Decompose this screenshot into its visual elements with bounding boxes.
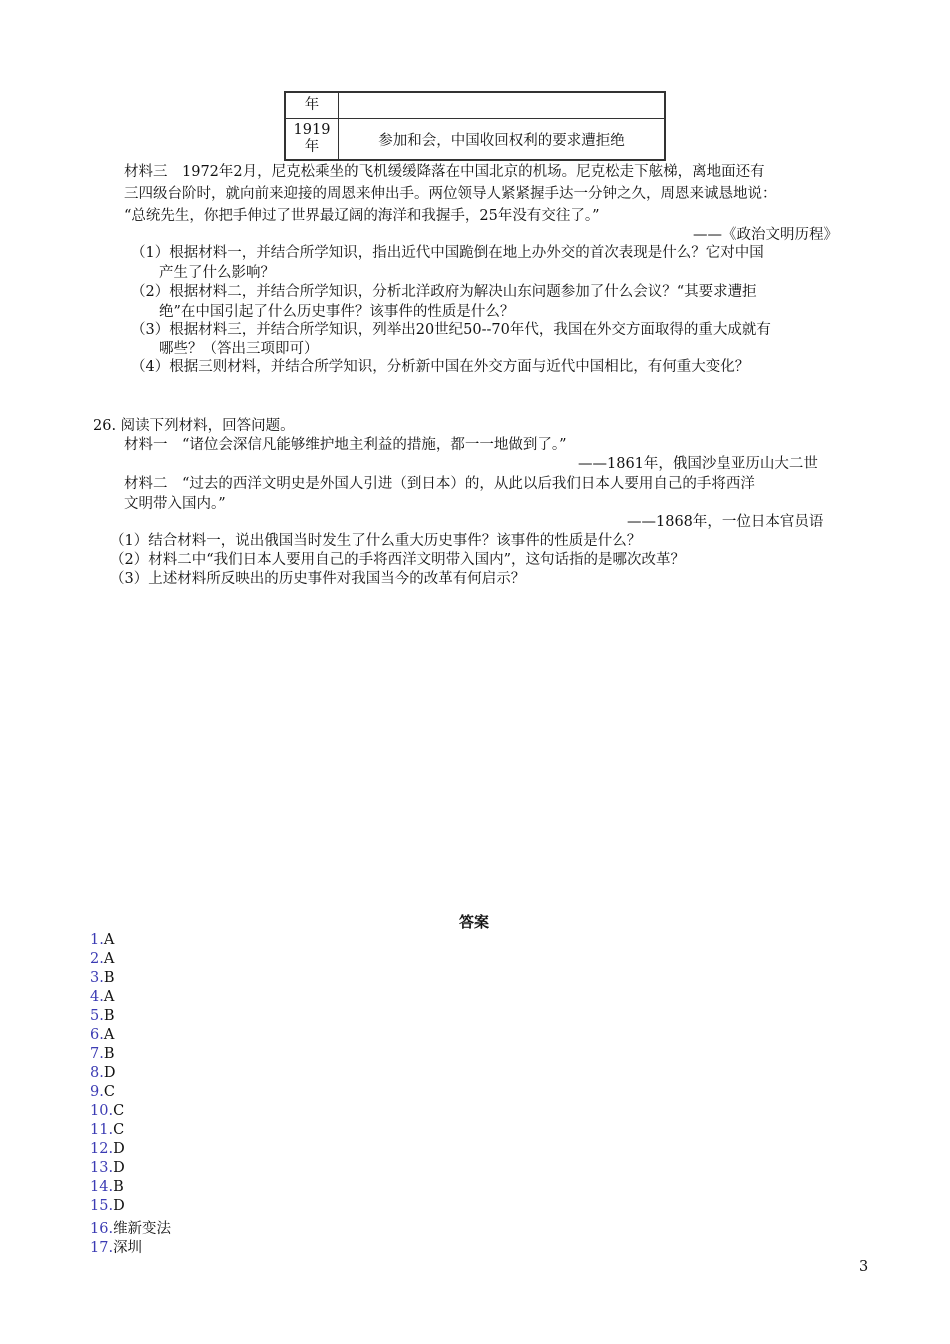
answer-number: 12. xyxy=(90,1141,114,1157)
answer-item xyxy=(90,1008,115,1024)
material2-text: 材料二 “过去的西洋文明史是外国人引进（到日本）的，从此以后我们日本人要用自己的手将西洋 xyxy=(124,476,755,492)
material3-line: 三四级台阶时，就向前来迎接的周恩来伸出手。两位领导人紧紧握手达一分钟之久，周恩来诚恳地说： xyxy=(124,186,777,202)
event-cell: 参加和会，中国收回权利的要求遭拒绝 xyxy=(338,119,665,161)
answer-value: D xyxy=(113,1198,125,1214)
answer-value: B xyxy=(103,1008,115,1024)
year-cell xyxy=(285,119,338,161)
material1-source: ——1861年，俄国沙皇亚历山大二世 xyxy=(578,456,818,472)
question-line: （4）根据三则材料，并结合所学知识，分析新中国在外交方面与近代中国相比，有何重大变化？ xyxy=(131,359,750,375)
question-line: （2）根据材料二，并结合所学知识，分析北洋政府为解决山东问题参加了什么会议？“其要求遭拒 xyxy=(131,284,757,300)
answer-item xyxy=(90,970,115,986)
answer-number: 6. xyxy=(90,1027,104,1043)
answer-number: 9. xyxy=(90,1084,104,1100)
answer-number: 1. xyxy=(90,932,104,948)
answer-number: 10. xyxy=(90,1103,114,1119)
answer-item xyxy=(90,989,114,1005)
answer-value: A xyxy=(103,951,115,967)
answer-number: 16. xyxy=(90,1221,114,1237)
answer-item xyxy=(90,1103,124,1119)
answer-value: D xyxy=(113,1141,125,1157)
answer-value: B xyxy=(113,1179,124,1195)
answer-number: 5. xyxy=(90,1008,104,1024)
answer-item xyxy=(90,1236,142,1257)
answer-item xyxy=(90,1065,115,1081)
answer-item xyxy=(90,932,114,948)
answer-value: D xyxy=(103,1065,116,1081)
material3-line: “总统先生，你把手伸过了世界最辽阔的海洋和我握手，25年没有交往了。” xyxy=(124,208,600,224)
answer-number: 13. xyxy=(90,1160,114,1176)
history-table xyxy=(284,91,666,161)
answer-item xyxy=(90,1141,125,1157)
page-number: 3 xyxy=(859,1259,869,1275)
answer-value: A xyxy=(103,1027,115,1043)
answer-value: C xyxy=(103,1084,115,1100)
answer-value: B xyxy=(103,1046,115,1062)
answer-item xyxy=(90,1179,124,1195)
question-line: （2）材料二中“我们日本人要用自己的手将西洋文明带入国内”，这句话指的是哪次改革？ xyxy=(110,552,686,568)
material1-text: 材料一 “诸位会深信凡能够维护地主利益的措施，都一一地做到了。” xyxy=(124,437,567,453)
material3-line: 材料三 1972年2月，尼克松乘坐的飞机缓缓降落在中国北京的机场。尼克松走下舷梯，离地面还有 xyxy=(124,164,765,180)
question-line: （3）上述材料所反映出的历史事件对我国当今的改革有何启示？ xyxy=(110,571,526,587)
answer-number: 14. xyxy=(90,1179,114,1195)
answer-item xyxy=(90,951,114,967)
answer-value: C xyxy=(113,1103,125,1119)
answer-item xyxy=(90,1160,125,1176)
answer-item xyxy=(90,1027,114,1043)
answer-item xyxy=(90,1217,171,1238)
material2-text: 文明带入国内。” xyxy=(124,496,226,512)
answer-number: 8. xyxy=(90,1065,104,1081)
answer-item xyxy=(90,1084,115,1100)
question-line: 产生了什么影响？ xyxy=(159,265,275,281)
question-line: 绝”在中国引起了什么历史事件？该事件的性质是什么？ xyxy=(159,304,515,320)
question-header: 26. 阅读下列材料，回答问题。 xyxy=(93,418,295,434)
material3-source: ——《政治文明历程》 xyxy=(693,227,838,243)
answer-number: 15. xyxy=(90,1198,114,1214)
table-row xyxy=(285,119,665,161)
answer-value: B xyxy=(103,970,115,986)
event-cell xyxy=(338,92,665,119)
answer-item xyxy=(90,1122,124,1138)
answer-number: 17. xyxy=(90,1240,114,1256)
answer-number: 3. xyxy=(90,970,104,986)
table-row xyxy=(285,92,665,119)
answer-value: C xyxy=(113,1122,125,1138)
year-cell: 年 xyxy=(285,92,338,119)
answer-number: 4. xyxy=(90,989,104,1005)
answer-value: D xyxy=(113,1160,125,1176)
year-number: 1919 xyxy=(293,122,331,138)
answer-item xyxy=(90,1046,115,1062)
answer-number: 11. xyxy=(90,1122,114,1138)
answer-value: 深圳 xyxy=(113,1240,143,1256)
answer-value: A xyxy=(103,932,115,948)
answer-number: 7. xyxy=(90,1046,104,1062)
question-line: （3）根据材料三，并结合所学知识，列举出20世纪50--70年代，我国在外交方面取得的重大成就有 xyxy=(131,322,771,338)
answers-title: 答案 xyxy=(459,913,490,931)
answer-value: 维新变法 xyxy=(113,1221,172,1237)
answer-number: 2. xyxy=(90,951,104,967)
year-unit: 年 xyxy=(304,139,320,155)
question-line: （1）结合材料一，说出俄国当时发生了什么重大历史事件？该事件的性质是什么？ xyxy=(110,533,642,549)
answer-item xyxy=(90,1198,125,1214)
question-line: 哪些？（答出三项即可） xyxy=(159,341,319,357)
material2-source: ——1868年，一位日本官员语 xyxy=(627,514,824,530)
answer-value: A xyxy=(103,989,115,1005)
question-line: （1）根据材料一，并结合所学知识，指出近代中国跪倒在地上办外交的首次表现是什么？它对中国 xyxy=(131,245,764,261)
